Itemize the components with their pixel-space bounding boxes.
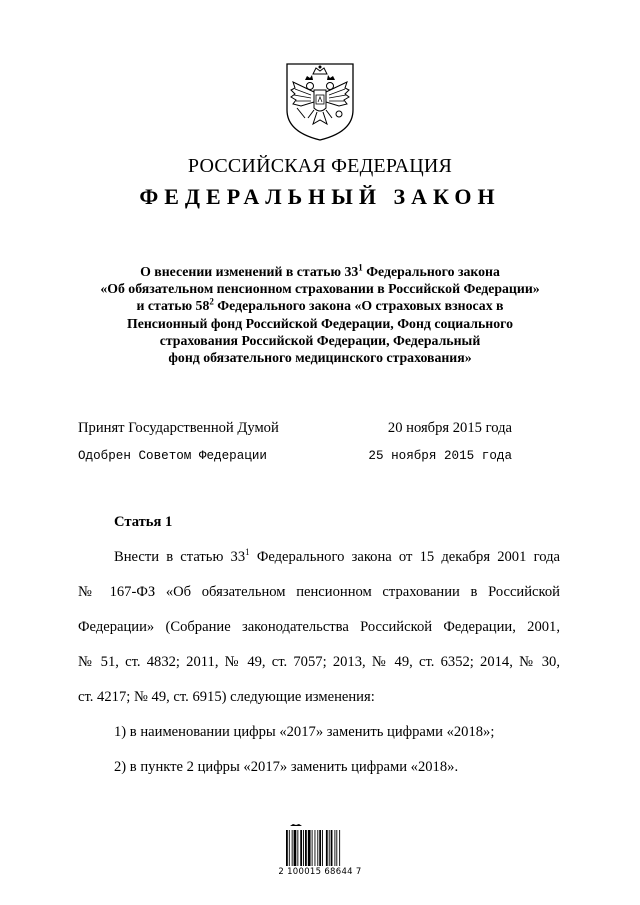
barcode-bar bbox=[300, 830, 302, 866]
adopted-date: 20 ноября 2015 года bbox=[387, 420, 512, 436]
title-line-4: Пенсионный фонд Российской Федерации, Фонд социального bbox=[127, 315, 513, 331]
barcode-bar bbox=[286, 830, 288, 866]
barcode-bar bbox=[292, 830, 293, 866]
title-line-1: О внесении изменений в статью $33^1$ Федерального закона bbox=[140, 262, 500, 279]
approved-row bbox=[78, 449, 512, 463]
barcode-bar bbox=[294, 830, 297, 866]
barcode-bar bbox=[312, 830, 313, 866]
barcode-bar bbox=[308, 830, 311, 866]
barcode-bar bbox=[319, 830, 321, 866]
change-item-2: 2) в пункте 2 цифры «2017» заменить цифрами «2018». bbox=[114, 759, 459, 775]
barcode-bar bbox=[336, 830, 337, 866]
approved-label: Одобрен Советом Федерации bbox=[78, 449, 267, 463]
paragraph-line-4: № 51, ст. 4832; 2011, № 49, ст. 7057; 2013, № 49, ст. 6352; 2014, № 30, bbox=[78, 654, 560, 670]
barcode-bar bbox=[339, 830, 340, 866]
country-name: РОССИЙСКАЯ ФЕДЕРАЦИЯ bbox=[187, 155, 453, 177]
change-item-1: 1) в наименовании цифры «2017» заменить цифрами «2018»; bbox=[114, 724, 495, 740]
barcode-bar bbox=[329, 830, 330, 866]
title-line-2: «Об обязательном пенсионном страховании в Российской Федерации» bbox=[100, 281, 540, 297]
law-title bbox=[60, 263, 580, 366]
barcode-bar bbox=[303, 830, 304, 866]
barcode-bar bbox=[315, 830, 316, 866]
coat-of-arms-icon bbox=[283, 62, 357, 142]
barcode-bar bbox=[322, 830, 323, 866]
document-type: ФЕДЕРАЛЬНЫЙ ЗАКОН bbox=[139, 184, 501, 209]
barcode-number: 2 100015 68644 7 bbox=[278, 867, 362, 877]
title-line-3: и статью $58^2$ Федерального закона «О страховых взносах в bbox=[136, 296, 504, 314]
barcode-bar bbox=[289, 830, 290, 866]
title-line-6: фонд обязательного медицинского страхования» bbox=[168, 350, 472, 366]
article-heading: Статья 1 bbox=[114, 514, 173, 530]
barcode-mark bbox=[290, 824, 302, 826]
barcode-bar bbox=[331, 830, 333, 866]
paragraph-line-3: Федерации» (Собрание законодательства Российской Федерации, 2001, bbox=[78, 619, 560, 635]
paragraph-line-1: Внести в статью $33^1$ Федерального закона от 15 декабря 2001 года bbox=[114, 547, 560, 565]
paragraph-line-5: ст. 4217; № 49, ст. 6915) следующие изменения: bbox=[78, 689, 375, 705]
barcode-icon bbox=[284, 822, 362, 868]
barcode-bar bbox=[297, 830, 298, 866]
barcode-bar bbox=[317, 830, 318, 866]
title-line-5: страхования Российской Федерации, Федеральный bbox=[159, 332, 481, 348]
adopted-label: Принят Государственной Думой bbox=[78, 420, 279, 436]
adopted-row bbox=[78, 420, 512, 437]
barcode-bar bbox=[334, 830, 335, 866]
barcode-bar bbox=[326, 830, 328, 866]
barcode-bar bbox=[305, 830, 307, 866]
approved-date: 25 ноября 2015 года bbox=[368, 449, 512, 463]
paragraph-line-2: № 167-ФЗ «Об обязательном пенсионном страховании в Российской bbox=[78, 584, 560, 600]
